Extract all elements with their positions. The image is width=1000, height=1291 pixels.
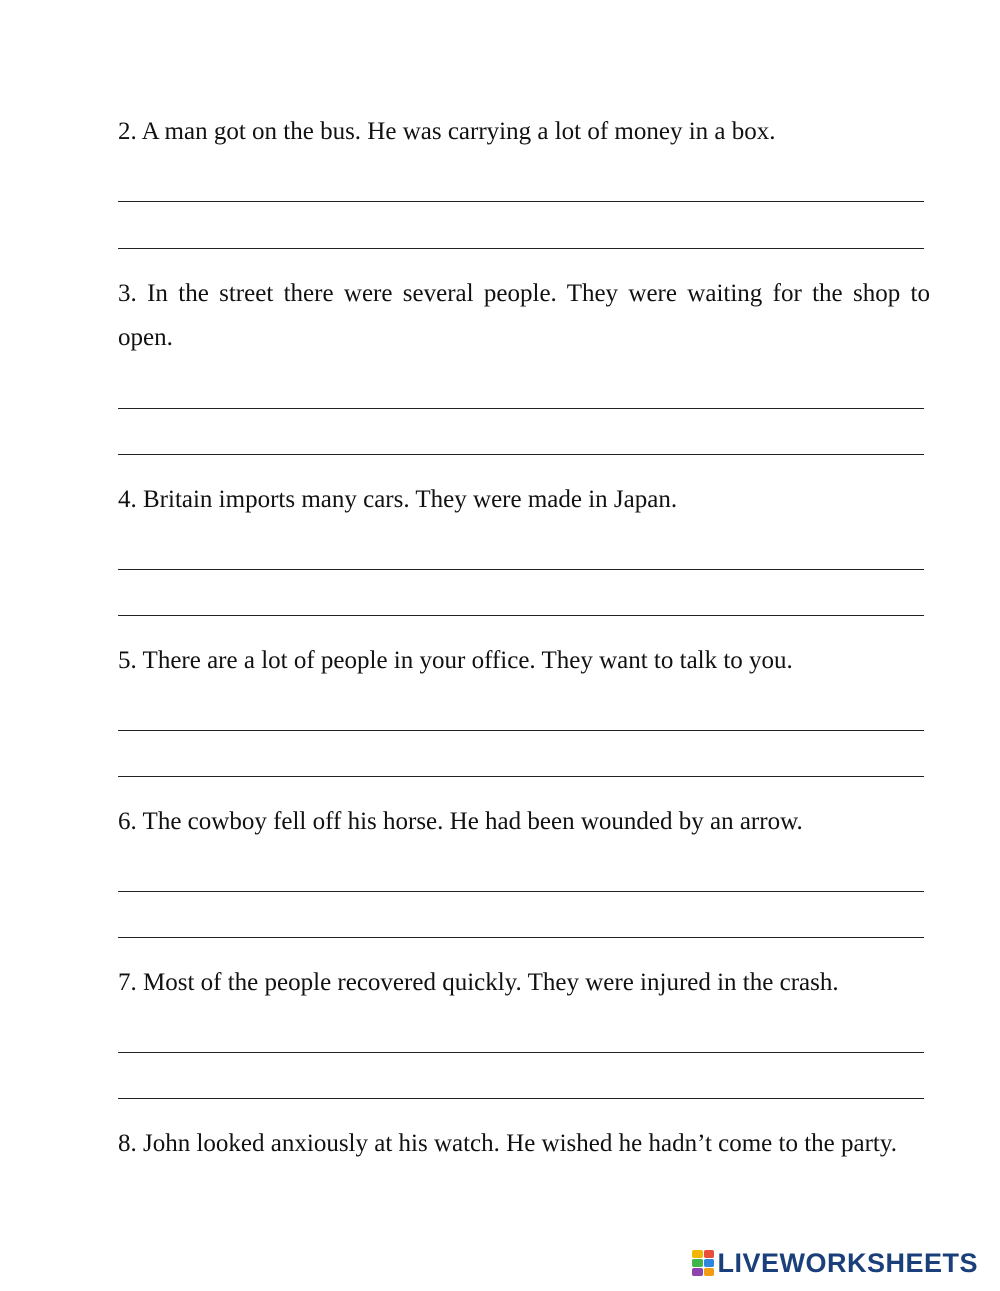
answer-line[interactable] <box>118 1098 924 1099</box>
answer-line[interactable] <box>118 454 924 455</box>
answer-line[interactable] <box>118 408 924 409</box>
answer-line[interactable] <box>118 937 924 938</box>
answer-line[interactable] <box>118 776 924 777</box>
logo-text: LIVEWORKSHEETS <box>717 1247 978 1278</box>
question-5-text: 5. There are a lot of people in your office. They want to talk to you. <box>118 647 793 674</box>
answer-line[interactable] <box>118 615 924 616</box>
answer-line[interactable] <box>118 1052 924 1053</box>
question-2-text: 2. A man got on the bus. He was carrying a lot of money in a box. <box>118 118 776 145</box>
liveworksheets-logo-icon <box>692 1250 714 1276</box>
question-3-text: 3. In the street there were several people. They were waiting for the shop to open. <box>118 280 930 351</box>
answer-line[interactable] <box>118 891 924 892</box>
question-6-text: 6. The cowboy fell off his horse. He had been wounded by an arrow. <box>118 808 803 835</box>
answer-line[interactable] <box>118 201 924 202</box>
question-7-text: 7. Most of the people recovered quickly. They were injured in the crash. <box>118 969 839 996</box>
question-8-text: 8. John looked anxiously at his watch. He wished he hadn’t come to the party. <box>118 1130 898 1157</box>
answer-line[interactable] <box>118 569 924 570</box>
question-4-text: 4. Britain imports many cars. They were made in Japan. <box>118 486 678 513</box>
answer-line[interactable] <box>118 730 924 731</box>
liveworksheets-logo[interactable] <box>692 1247 978 1279</box>
answer-line[interactable] <box>118 248 924 249</box>
